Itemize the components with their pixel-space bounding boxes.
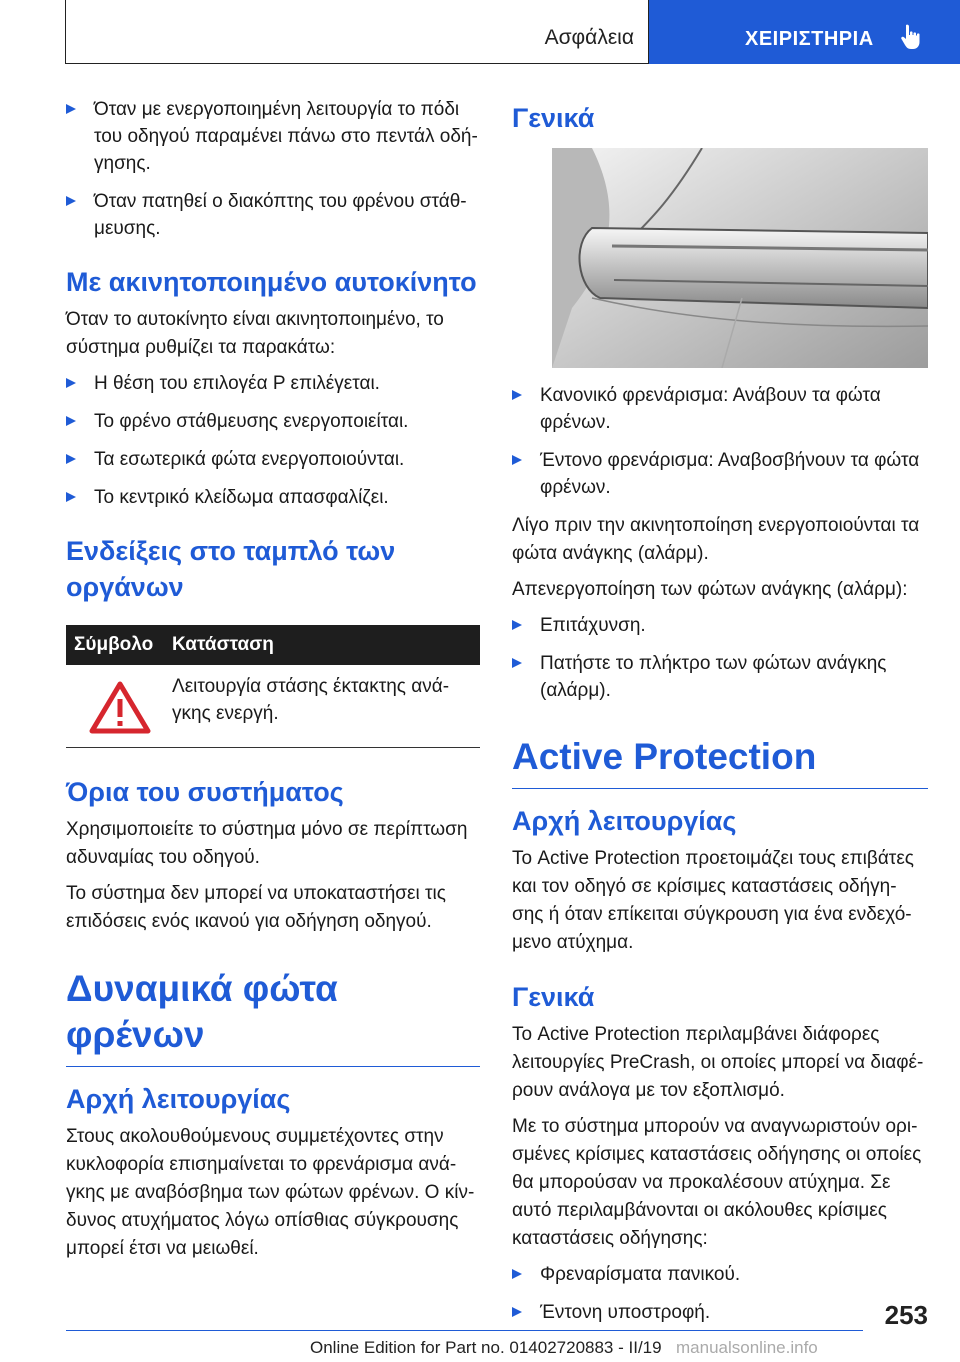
header-tab-label: ΧΕΙΡΙΣΤΗΡΙΑ (745, 28, 874, 50)
triangle-bullet-icon (512, 455, 522, 465)
triangle-bullet-icon (512, 390, 522, 400)
list-item: Η θέση του επιλογέα P επιλέγεται. (66, 370, 480, 397)
status-cell: Λειτουργία στάσης έκτακτης ανά-γκης ενεργή. (164, 665, 480, 748)
triangle-bullet-icon (66, 492, 76, 502)
footer-divider (66, 1330, 863, 1331)
triangle-bullet-icon (66, 416, 76, 426)
brake-lights-heading: Δυναμικά φώτα φρένων (66, 966, 480, 1067)
header-controls-tab[interactable] (649, 0, 960, 64)
list-item: Έντονη υποστροφή. (512, 1299, 928, 1326)
active-protection-heading: Active Protection (512, 734, 928, 789)
triangle-bullet-icon (66, 378, 76, 388)
indicator-table (66, 625, 480, 748)
principle-heading: Αρχή λειτουργίας (66, 1084, 291, 1114)
limits-paragraph-1: Χρησιμοποιείτε το σύστημα μόνο σε περίπτωση αδυναμίας του οδηγού. (66, 819, 468, 868)
indicators-heading: Ενδείξεις στο ταμπλό των οργάνων (66, 536, 396, 602)
pointing-hand-icon (897, 22, 927, 52)
limits-heading: Όρια του συστήματος (66, 777, 344, 807)
hazard-deactivation-text: Απενεργοποίηση των φώτων ανάγκης (αλάρμ): (512, 579, 908, 600)
list-item: Έντονο φρενάρισμα: Αναβοσβήνουν τα φώτα φρένων. (512, 447, 928, 501)
header-section-title: Ασφάλεια (544, 26, 634, 49)
list-item: Όταν με ενεργοποιημένη λειτουργία το πόδι του οδηγού παραμένει πάνω στο πεντάλ οδή-γησης. (66, 96, 480, 177)
ap-general-paragraph-2: Με το σύστημα μπορούν να αναγνωριστούν ορι-σμένες κρίσιμες καταστάσεις οδήγησης οι οποίες θα μπορούσαν να προκαλέσουν ατύχημα. Σε αυτό περιλαμβάνονται οι ακόλουθες κρίσιμες καταστάσεις οδήγησης: (512, 1116, 922, 1249)
column-header-symbol: Σύμβολο (66, 625, 164, 665)
ap-general-paragraph-1: Το Active Protection περιλαμβάνει διάφορες λειτουργίες PreCrash, οι οποίες μπορεί να διαφέ-ρουν ανάλογα με τον εξοπλισμό. (512, 1024, 924, 1101)
header-section-box (65, 0, 649, 64)
column-header-status: Κατάσταση (164, 625, 480, 665)
list-item: Πατήστε το πλήκτρο των φώτων ανάγκης (αλάρμ). (512, 650, 928, 704)
table-header-row (66, 625, 480, 665)
triangle-bullet-icon (512, 620, 522, 630)
right-column (512, 96, 928, 1337)
footer-edition: Online Edition for Part no. 01402720883 - II/19 (310, 1338, 662, 1357)
hazard-activation-text: Λίγο πριν την ακινητοποίηση ενεργοποιούνται τα φώτα ανάγκης (αλάρμ). (512, 515, 920, 564)
immobilized-heading: Με ακινητοποιημένο αυτοκίνητο (66, 267, 477, 297)
warning-triangle-icon (88, 679, 152, 735)
limits-paragraph-2: Το σύστημα δεν μπορεί να υποκαταστήσει τις επιδόσεις ενός ικανού για οδήγηση οδηγού. (66, 883, 446, 932)
triangle-bullet-icon (66, 104, 76, 114)
page-number: 253 (884, 1300, 928, 1330)
triangle-bullet-icon (512, 1307, 522, 1317)
general-heading: Γενικά (512, 103, 595, 133)
list-item: Τα εσωτερικά φώτα ενεργοποιούνται. (66, 446, 480, 473)
list-item: Φρεναρίσματα πανικού. (512, 1261, 928, 1288)
principle-text: Στους ακολουθούμενους συμμετέχοντες στην κυκλοφορία επισημαίνεται το φρενάρισμα ανά-γκης με αναβόσβημα των φώτων φρένων. Ο κίν-δυνος ατυχήματος λόγω οπίσθιας σύγκρουσης μπορεί έτσι να μειωθεί. (66, 1126, 475, 1259)
ap-principle-text: Το Active Protection προετοιμάζει τους επιβάτες και τον οδηγό σε κρίσιμες καταστάσεις οδήγη-σης ή όταν επίκειται σύγκρουση για ένα ενδεχό-μενο ατύχημα. (512, 848, 914, 953)
ap-general-heading: Γενικά (512, 982, 595, 1012)
triangle-bullet-icon (66, 454, 76, 464)
list-item: Κανονικό φρενάρισμα: Ανάβουν τα φώτα φρένων. (512, 382, 928, 436)
triangle-bullet-icon (66, 196, 76, 206)
left-column (66, 96, 480, 1271)
triangle-bullet-icon (512, 1269, 522, 1279)
list-item: Το φρένο στάθμευσης ενεργοποιείται. (66, 408, 480, 435)
footer-watermark: manualsonline.info (676, 1338, 818, 1357)
immobilized-text: Όταν το αυτοκίνητο είναι ακινητοποιημένο, το σύστημα ρυθμίζει τα παρακάτω: (66, 309, 444, 358)
tail-light-photo (552, 148, 928, 368)
list-item: Επιτάχυνση. (512, 612, 928, 639)
symbol-cell (66, 665, 164, 748)
list-item: Το κεντρικό κλείδωμα απασφαλίζει. (66, 484, 480, 511)
list-item: Όταν πατηθεί ο διακόπτης του φρένου στάθ-μευσης. (66, 188, 480, 242)
table-row (66, 665, 480, 748)
triangle-bullet-icon (512, 658, 522, 668)
ap-principle-heading: Αρχή λειτουργίας (512, 806, 737, 836)
